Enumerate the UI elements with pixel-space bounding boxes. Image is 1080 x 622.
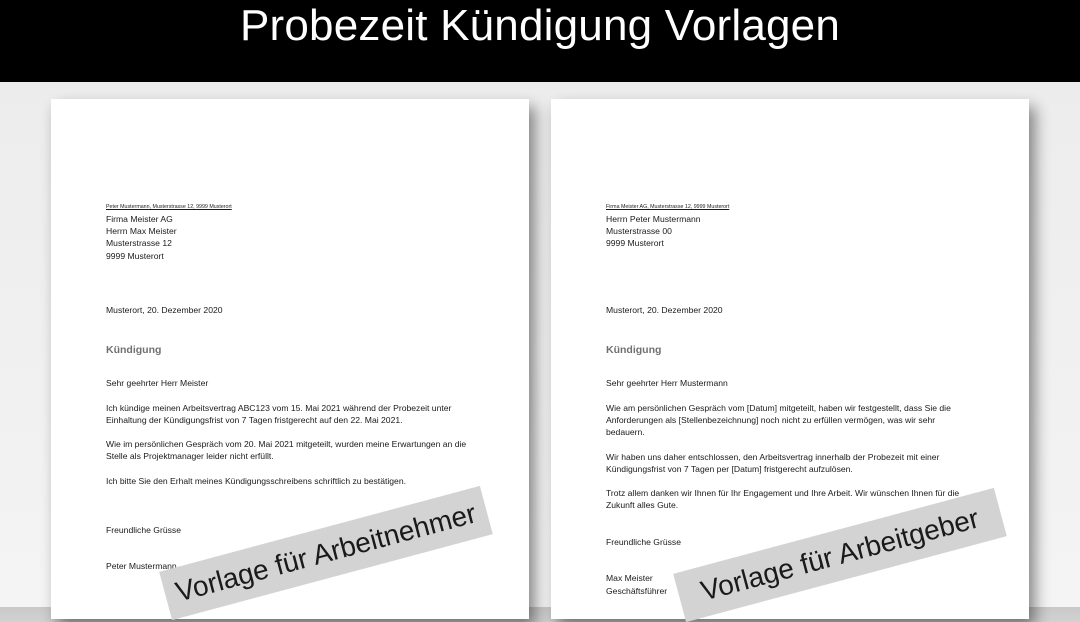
salutation: Sehr geehrter Herr Meister [106,378,209,388]
letter-closing: Freundliche Grüsse [606,537,681,547]
sender-line: Firma Meister AG, Musterstrasse 12, 9999 Musterort [606,204,730,210]
letter-paragraph: Trotz allem danken wir Ihnen für Ihr Engagement und Ihre Arbeit. Wir wünschen Ihnen für die Zukunft alles Gute. [606,488,960,511]
sender-line: Peter Mustermann, Musterstrasse 12, 9999 Musterort [106,204,232,210]
signature-title: Geschäftsführer [606,586,668,596]
letter-date: Musterort, 20. Dezember 2020 [106,305,223,315]
letter-paragraph: Wie am persönlichen Gespräch vom [Datum] mitgeteilt, haben wir festgestellt, dass Sie die Anforderungen als [Stellenbezeichnung] noch nicht zu erfüllen vermögen, was wir sehr bedauern. [606,403,951,438]
recipient-line: Musterstrasse 12 [106,238,172,248]
salutation: Sehr geehrter Herr Mustermann [606,378,728,388]
title-bar [0,0,1080,82]
employer-template-banner: Vorlage für Arbeitgeber [673,488,1007,622]
letter-paragraph: Wie im persönlichen Gespräch vom 20. Mai 2021 mitgeteilt, wurden meine Erwartungen an die Stelle als Projektmanager leider nicht erfüllt. [106,439,467,462]
letter-paragraph: Wir haben uns daher entschlossen, den Arbeitsvertrag innerhalb der Probezeit mit einer Kündigungsfrist von 7 Tagen per [Datum] fristgerecht aufzulösen. [606,452,940,475]
letter-paragraph: Ich kündige meinen Arbeitsvertrag ABC123 vom 15. Mai 2021 während der Probezeit unter Einhaltung der Kündigungsfrist von 7 Tagen fristgerecht auf den 22. Mai 2021. [106,403,452,426]
recipient-line: Herrn Peter Mustermann [606,214,701,224]
letter-subject: Kündigung [606,344,662,356]
recipient-line: 9999 Musterort [106,251,164,261]
letter-subject: Kündigung [106,344,162,356]
letter-date: Musterort, 20. Dezember 2020 [606,305,723,315]
employee-template-banner: Vorlage für Arbeitnehmer [159,486,493,620]
recipient-line: 9999 Musterort [606,238,664,248]
recipient-line: Musterstrasse 00 [606,226,672,236]
letter-paragraph: Ich bitte Sie den Erhalt meines Kündigungsschreibens schriftlich zu bestätigen. [106,476,406,486]
signature-name: Max Meister [606,573,653,583]
recipient-line: Firma Meister AG [106,214,173,224]
recipient-line: Herrn Max Meister [106,226,177,236]
signature-name: Peter Mustermann [106,561,177,571]
page-title: Probezeit Kündigung Vorlagen [239,1,841,50]
letter-closing: Freundliche Grüsse [106,525,181,535]
